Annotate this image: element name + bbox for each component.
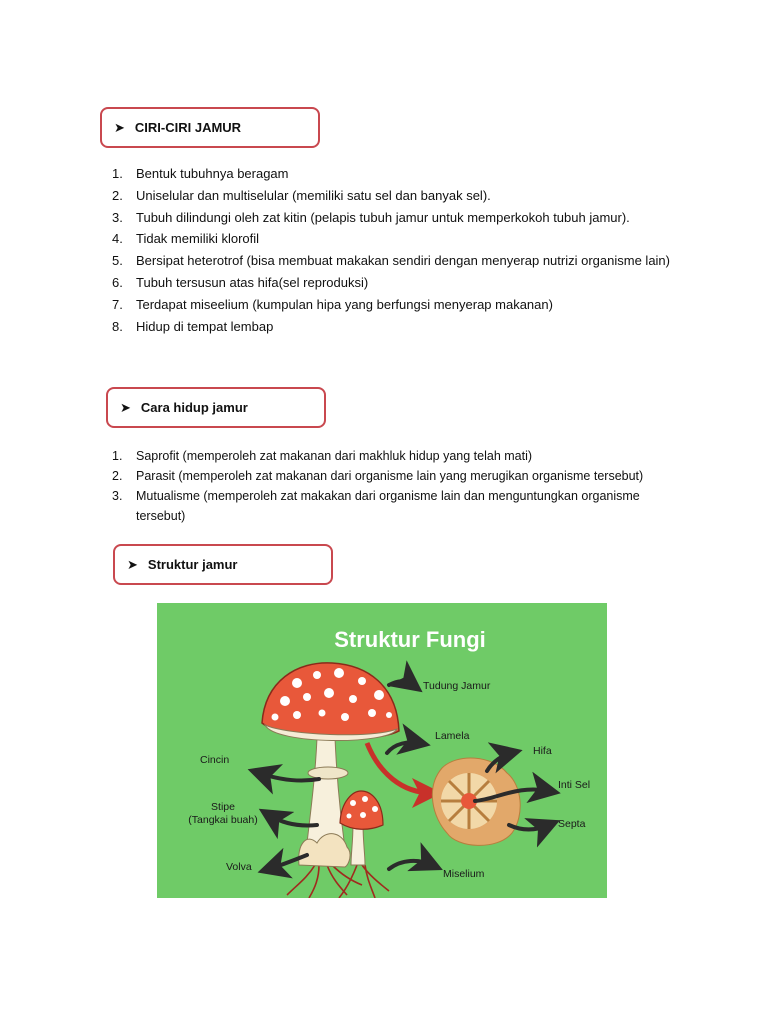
arrow-bullet-icon: ➤ — [120, 400, 131, 415]
list-item: 3. Mutualisme (memperoleh zat makakan dari organisme lain dan menguntungkan organisme tersebut) — [112, 489, 640, 523]
label-tangkai-buah: (Tangkai buah) — [188, 814, 258, 826]
label-tudung-jamur: Tudung Jamur — [423, 680, 491, 692]
arrow-bullet-icon: ➤ — [114, 120, 125, 135]
mushroom-ring — [308, 767, 348, 779]
ciri-ciri-list — [112, 163, 692, 337]
cara-hidup-list — [112, 446, 672, 526]
arrow-bullet-icon: ➤ — [127, 557, 138, 572]
list-item: 7. Terdapat miseelium (kumpulan hipa yang berfungsi menyerap makanan) — [112, 296, 553, 312]
label-stipe: Stipe — [211, 801, 235, 813]
section-heading: Cara hidup jamur — [140, 400, 248, 415]
heading-box-ciri-ciri — [100, 107, 320, 148]
list-item: 5. Bersipat heterotrof (bisa membuat makakan sendiri dengan menyerap nutrizi organisme lain) — [112, 253, 670, 269]
label-inti-sel: Inti Sel — [558, 779, 591, 791]
list-item: 4. Tidak memiliki klorofil — [112, 231, 260, 247]
heading-box-cara-hidup — [106, 387, 326, 428]
label-septa: Septa — [558, 818, 586, 830]
heading-box-struktur — [113, 544, 333, 585]
list-item: 1. Saprofit (memperoleh zat makanan dari makhluk hidup yang telah mati) — [112, 449, 533, 463]
diagram-title: Struktur Fungi — [334, 627, 486, 652]
list-item: 8. Hidup di tempat lembap — [112, 318, 274, 334]
label-hifa: Hifa — [533, 745, 552, 757]
list-item: 1. Bentuk tubuhnya beragam — [112, 166, 289, 181]
label-miselium: Miselium — [443, 868, 485, 880]
label-lamela: Lamela — [435, 730, 470, 742]
section-heading: CIRI-CIRI JAMUR — [134, 120, 242, 135]
list-item: 6. Tubuh tersusun atas hifa(sel reproduksi) — [112, 274, 369, 290]
list-item: 2. Uniselular dan multiselular (memiliki satu sel dan banyak sel). — [112, 187, 491, 203]
fungi-structure-diagram — [157, 603, 607, 898]
label-cincin: Cincin — [200, 754, 230, 766]
label-volva: Volva — [226, 861, 252, 873]
list-item: 2. Parasit (memperoleh zat makanan dari organisme lain yang merugikan organisme tersebut) — [112, 469, 644, 483]
section-heading: Struktur jamur — [147, 557, 238, 572]
list-item: 3. Tubuh dilindungi oleh zat kitin (pelapis tubuh jamur untuk memperkokoh tubuh jamur). — [112, 209, 630, 225]
